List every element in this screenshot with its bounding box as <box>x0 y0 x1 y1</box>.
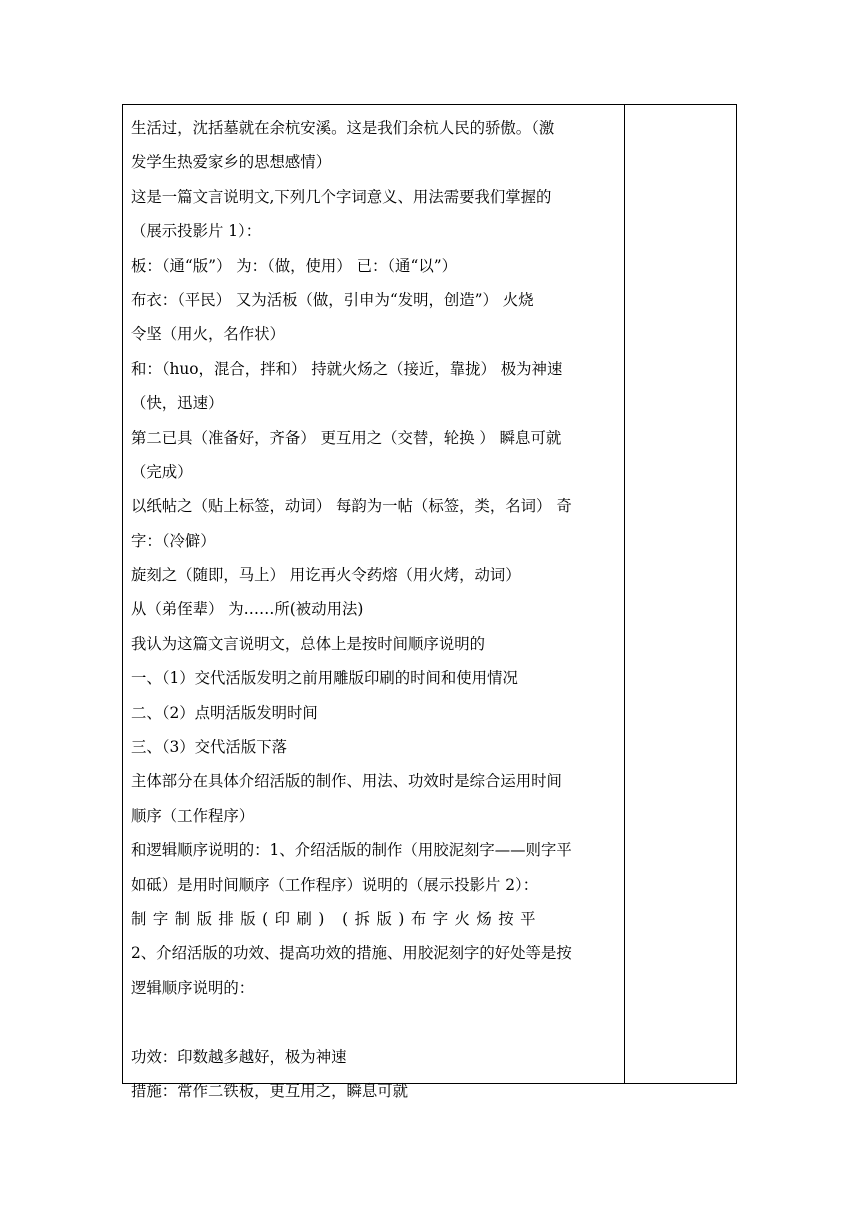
process-steps-line: 制字制版排版(印刷) (拆版)布字火炀按平 <box>131 909 542 928</box>
text-line: 一、（1）交代活版发明之前用雕版印刷的时间和使用情况 <box>131 669 518 688</box>
text-line: 布衣：（平民） 又为活板（做，引申为“发明，创造”） 火烧 <box>131 290 534 309</box>
text-line: 如砥）是用时间顺序（工作程序）说明的（展示投影片 2）： <box>131 875 539 894</box>
text-line: （完成） <box>131 462 193 481</box>
text-line: 我认为这篇文言说明文，总体上是按时间顺序说明的 <box>131 634 485 653</box>
text-line: 逻辑顺序说明的： <box>131 978 255 997</box>
blank-line <box>131 1005 619 1039</box>
text-line: 字：（冷僻） <box>131 531 216 550</box>
text-line: 第二已具（准备好，齐备） 更互用之（交替，轮换 ） 瞬息可就 <box>131 428 562 447</box>
text-line: 二、（2）点明活版发明时间 <box>131 703 318 722</box>
text-line: （展示投影片 1）： <box>131 222 262 241</box>
text-line: 和逻辑顺序说明的：1、介绍活版的制作（用胶泥刻字——则字平 <box>131 841 572 860</box>
text-line: 主体部分在具体介绍活版的制作、用法、功效时是综合运用时间 <box>131 772 562 791</box>
notes-cell <box>625 105 736 1083</box>
text-line: 旋刻之（随即，马上） 用讫再火令药熔（用火烤，动词） <box>131 566 521 585</box>
text-line: 功效：印数越多越好，极为神速 <box>131 1047 347 1066</box>
lesson-table <box>122 104 737 1100</box>
text-line: （快，迅速） <box>131 394 224 413</box>
text-line: 三、（3）交代活版下落 <box>131 738 287 757</box>
text-line: 从（弟侄辈） 为……所(被动用法) <box>131 600 364 619</box>
text-line: 令坚（用火，名作状） <box>131 325 285 344</box>
text-line: 以纸帖之（贴上标签，动词） 每韵为一帖（标签，类，名词） 奇 <box>131 497 572 516</box>
text-line: 措施：常作二铁板，更互用之，瞬息可就 <box>131 1081 409 1100</box>
text-line: 2、介绍活版的功效、提高功效的措施、用胶泥刻字的好处等是按 <box>131 944 572 963</box>
text-line: 这是一篇文言说明文,下列几个字词意义、用法需要我们掌握的 <box>131 187 552 206</box>
text-line: 发学生热爱家乡的思想感情） <box>131 153 332 172</box>
text-line: 顺序（工作程序） <box>131 806 255 825</box>
text-line: 生活过，沈括墓就在余杭安溪。这是我们余杭人民的骄傲。（激 <box>131 119 555 137</box>
text-line: 和：（huo，混合，拌和） 持就火炀之（接近，靠拢） 极为神速 <box>131 359 563 378</box>
lesson-content-cell <box>131 111 619 1108</box>
text-line: 板：（通“版”） 为：（做，使用） 已：（通“以”） <box>131 256 457 275</box>
